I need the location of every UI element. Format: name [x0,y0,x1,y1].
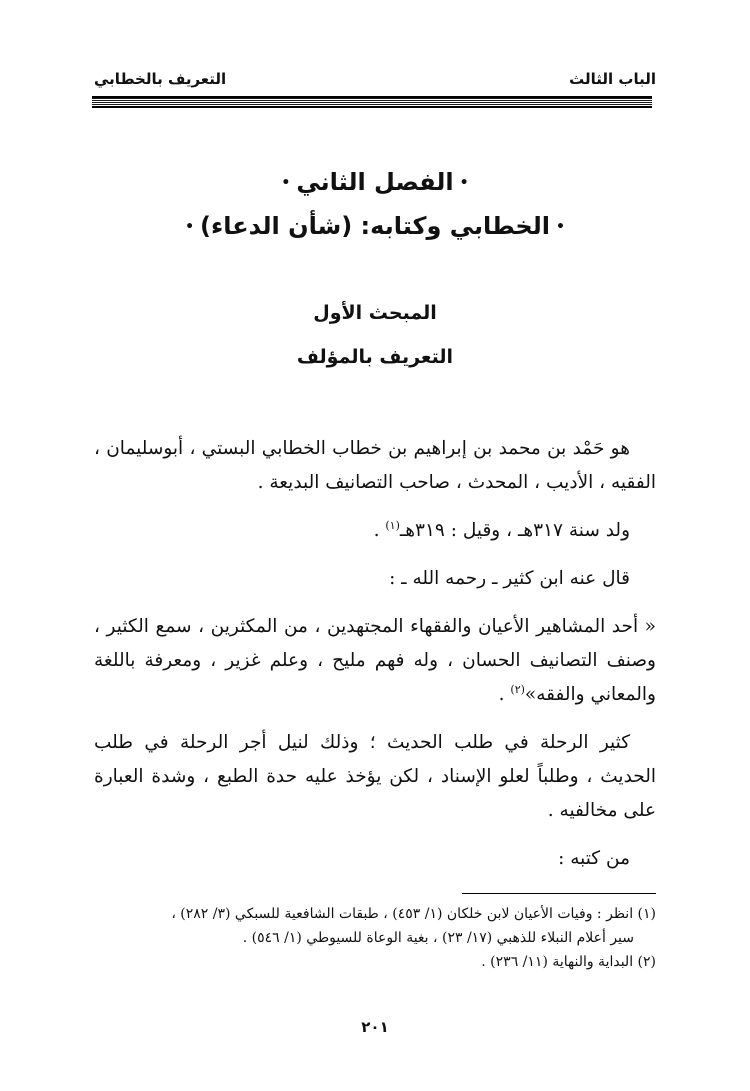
bullet-icon: • [459,175,469,191]
chapter-subheading [94,212,656,240]
paragraph-quote-intro: قال عنه ابن كثير ـ رحمه الله ـ : [389,568,630,589]
body-text [94,432,656,890]
punctuation: . [498,684,511,705]
footnote-ref-1: (١) [385,518,400,532]
bullet-icon: • [555,219,565,235]
page-number: ٢٠١ [361,1018,389,1036]
footnotes [94,902,656,974]
paragraph-works-intro: من كتبه : [558,848,630,869]
punctuation: . [373,520,386,541]
paragraph-quote [94,610,656,712]
section-title: المبحث الأول [313,302,437,324]
paragraph-birth [94,514,656,548]
footnote-ref-2: (٢) [510,682,525,696]
birth-text: ولد سنة ٣١٧هـ ، وقيل : ٣١٩هـ [399,520,630,541]
running-header [94,70,656,92]
paragraph-biography: هو حَمْد بن محمد بن إبراهيم بن خطاب الخطابي البستي ، أبوسليمان ، الفقيه ، الأديب ، المحدث ، صاحب التصانيف البديعة . [94,438,656,493]
paragraph-travel: كثير الرحلة في طلب الحديث ؛ وذلك لنيل أجر الرحلة في طلب الحديث ، وطلباً لعلو الإسناد ، لكن يؤخذ عليه حدة الطبع ، وشدة العبارة على مخالفيه . [94,732,656,821]
header-rule [92,96,652,108]
footnote-2: (٢) البداية والنهاية (١١/ ٢٣٦) . [481,954,656,970]
chapter-title: الفصل الثاني [296,168,454,196]
quote-text: « أحد المشاهير الأعيان والفقهاء المجتهدين ، من المكثرين ، سمع الكثير ، وصنف التصانيف الحسان ، وله فهم مليح ، وعلم غزير ، ومعرفة باللغة والمعاني والفقه» [94,616,656,705]
footnote-1-continued: سير أعلام النبلاء للذهبي (١٧/ ٢٣) ، بغية الوعاة للسيوطي (١/ ٥٤٦) . [242,930,634,946]
header-chapter-label: الباب الثالث [569,70,656,88]
chapter-subtitle: الخطابي وكتابه: (شأن الدعاء) [200,212,550,240]
section-subtitle: التعريف بالمؤلف [296,346,454,368]
footnote-1: (١) انظر : وفيات الأعيان لابن خلكان (١/ ٤٥٣) ، طبقات الشافعية للسبكي (٣/ ٢٨٢) ، [171,906,656,922]
bullet-icon: • [185,219,195,235]
chapter-heading [94,168,656,196]
footnote-rule [462,893,656,894]
bullet-icon: • [281,175,291,191]
header-topic-label: التعريف بالخطابي [94,70,227,88]
